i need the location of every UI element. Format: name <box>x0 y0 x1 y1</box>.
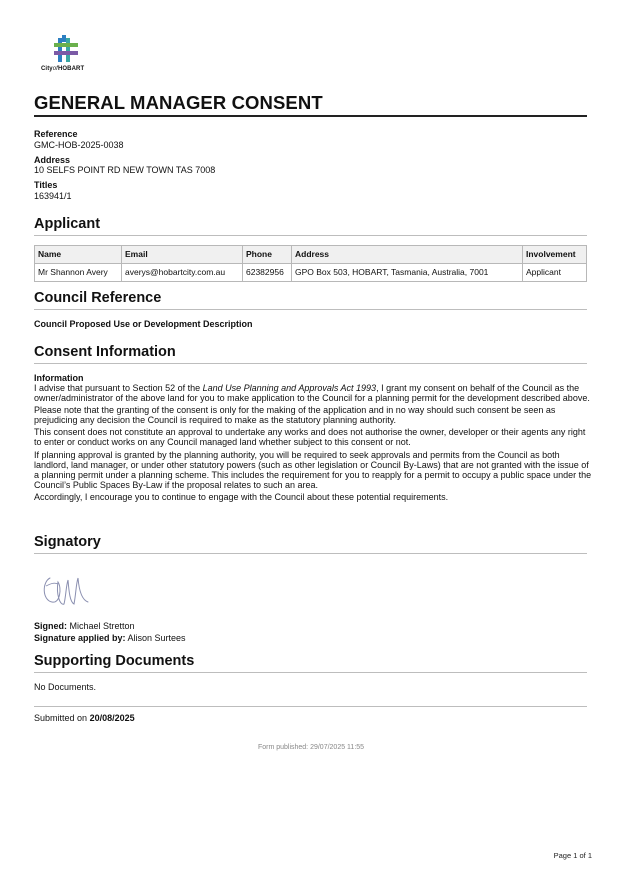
logo-wordmark: CityofHOBART <box>41 66 85 72</box>
document-title: GENERAL MANAGER CONSENT <box>34 92 587 117</box>
divider <box>34 706 587 707</box>
consent-paragraph-1: I advise that pursuant to Section 52 of the Land Use Planning and Approvals Act 1993, I grant my consent on behalf of the Council as the owner/administrator of the above land for you to make application to the Council for a planning permit for the development described above. <box>34 383 590 404</box>
column-header-address: Address <box>292 246 523 264</box>
council-reference-heading: Council Reference <box>34 290 587 310</box>
document-meta <box>34 129 587 206</box>
column-header-phone: Phone <box>243 246 292 264</box>
column-header-email: Email <box>122 246 243 264</box>
consent-information-heading: Consent Information <box>34 344 587 364</box>
applicant-name: Mr Shannon Avery <box>35 264 122 282</box>
act-name: Land Use Planning and Approvals Act 1993 <box>202 383 377 394</box>
page-number: Page 1 of 1 <box>553 851 592 860</box>
applicant-heading: Applicant <box>34 216 587 236</box>
signed-label: Signed: <box>34 621 67 631</box>
address-value: 10 SELFS POINT RD NEW TOWN TAS 7008 <box>34 165 216 176</box>
applicant-phone: 62382956 <box>243 264 292 282</box>
titles-value: 163941/1 <box>34 190 72 201</box>
signed-name: Michael Stretton <box>69 621 135 631</box>
consent-information-body <box>34 373 594 504</box>
signature-details <box>34 620 186 644</box>
table-row <box>35 264 587 282</box>
applicant-involvement: Applicant <box>523 264 587 282</box>
applicant-email: averys@hobartcity.com.au <box>122 264 243 282</box>
submitted-on: Submitted on 20/08/2025 <box>34 713 135 723</box>
signature-applied-label: Signature applied by: <box>34 633 126 644</box>
column-header-name: Name <box>35 246 122 264</box>
signature-image-icon <box>36 566 98 612</box>
address-label: Address <box>34 154 71 165</box>
consent-paragraph-5: Accordingly, I encourage you to continue to engage with the Council about these potential requirements. <box>34 491 449 502</box>
consent-paragraph-2: Please note that the granting of the consent is only for the making of the application and in no way should such consent be seen as prejudicing any decision the Council is required to make as the statutory planning authority. <box>34 405 556 426</box>
signatory-heading: Signatory <box>34 534 587 554</box>
reference-value: GMC-HOB-2025-0038 <box>34 139 124 150</box>
consent-paragraph-4: If planning approval is granted by the planning authority, you will be required to seek approvals and permits from the Council as both landlord, land manager, or under other statutory powers (such as other legislation or Council By-Laws) that are not granted with the issue of a planning permit under a planning scheme. This includes the requirement for you to reapply for a permit to occupy a public space under the Council’s Public Spaces By-Law if the proposal relates to such an area. <box>34 449 592 490</box>
information-label: Information <box>34 373 84 383</box>
titles-label: Titles <box>34 180 58 191</box>
table-header-row <box>35 246 587 264</box>
consent-paragraph-3: This consent does not constitute an approval to undertake any works and does not authorise the owner, developer or their agents any right to enter or conduct works on any Council managed land whether subject to this consent or not. <box>34 427 586 448</box>
proposed-use-label: Council Proposed Use or Development Description <box>34 319 253 329</box>
applicant-address: GPO Box 503, HOBART, Tasmania, Australia, 7001 <box>292 264 523 282</box>
form-published-text: Form published: 29/07/2025 11:55 <box>257 744 365 751</box>
supporting-documents-heading: Supporting Documents <box>34 653 587 673</box>
column-header-involvement: Involvement <box>523 246 587 264</box>
no-documents-text: No Documents. <box>34 682 97 692</box>
submitted-date: 20/08/2025 <box>89 713 135 723</box>
signature-applied-name: Alison Surtees <box>127 633 186 644</box>
applicant-table <box>34 245 587 282</box>
reference-label: Reference <box>34 129 78 139</box>
